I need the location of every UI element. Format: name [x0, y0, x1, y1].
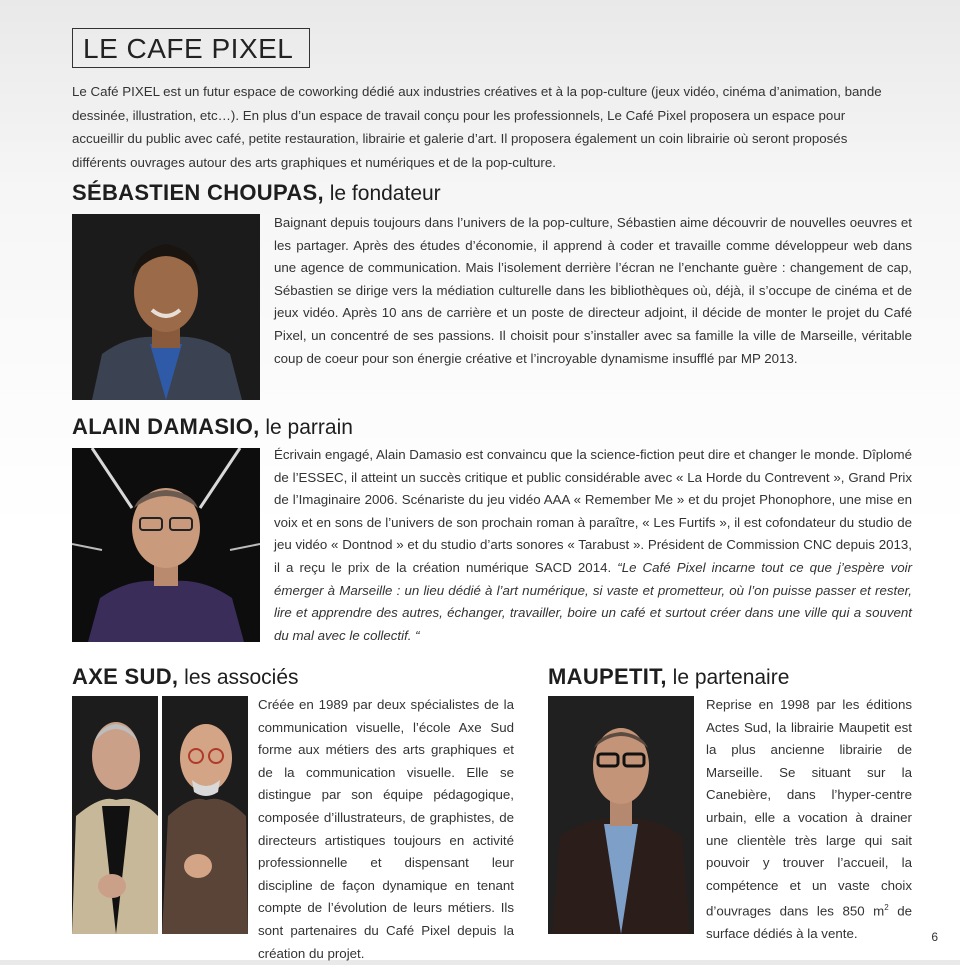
heading-role: le partenaire — [666, 666, 790, 689]
superscript: 2 — [884, 903, 889, 913]
bio-damasio-text: Écrivain engagé, Alain Damasio est convaincu que la science-fiction peut dire et changer le monde. Dîplomé de l’ESSEC, il atteint un succès critique et public considérable avec « La Horde du Contrevent », Grand Prix de l’Imaginaire 2006. Scénariste du jeu vidéo AAA « Remember Me » et du projet Phonophore, une mise en voix et en sons de l’univers de son prochain roman à paraître, « Les Furtifs », il est cofondateur du studio de jeu vidéo « Dontnod » et du studio d’arts sonores « Tarabust ». Président de Commission CNC depuis 2013, il a reçu le prix de la création numérique SACD 2014. — [274, 447, 912, 575]
section-heading-axesud — [72, 664, 299, 690]
heading-role: les associés — [178, 666, 299, 689]
section-heading-damasio — [72, 414, 353, 440]
bio-maupetit-text: Reprise en 1998 par les éditions Actes Sud, la librairie Maupetit est la plus ancienne librairie de Marseille. Se situant sur la Canebière, dans l’hyper-centre urbain, elle a vocation à drainer une clientèle très large qui sait pouvoir y trouver l’accueil, la compétence et un vaste choix d’ouvrages dans les 850 m — [706, 697, 912, 919]
bio-axesud: Créée en 1989 par deux spécialistes de la communication visuelle, l’école Axe Sud forme aux métiers des arts graphiques et de la communication visuelle. Elle se distingue par son équipe pédagogique, composée d’illustrateurs, de graphistes, de directeurs artistiques toujours en activité professionnelle et dispensant leur discipline de façon dynamique en tenant compte de l’évolution de leurs métiers. Ils sont partenaires du Café Pixel depuis la création du projet. — [258, 697, 514, 961]
intro-paragraph: Le Café PIXEL est un futur espace de coworking dédié aux industries créatives et à la pop-culture (jeux vidéo, cinéma d’animation, bande dessinée, illustration, etc…). En plus d’un espace de travail conçu pour les professionnels, Le Café Pixel proposera un espace pour accueillir du public avec café, petite restauration, librairie et galerie d’art. Il proposera également un coin librairie où seront proposés différents ouvrages autour des arts graphiques et numériques et de la pop-culture. — [72, 84, 882, 170]
portrait-photo-maupetit — [548, 696, 694, 934]
portrait-photo-axesud-2 — [162, 696, 248, 934]
heading-name: AXE SUD, — [72, 664, 179, 689]
portrait-photo-axesud-1 — [72, 696, 158, 934]
page-title: LE CAFE PIXEL — [72, 28, 310, 68]
bio-maupetit-end: de surface dédiés à la vente. — [706, 903, 912, 942]
portrait-photo-damasio — [72, 448, 260, 642]
heading-role: le parrain — [259, 416, 353, 439]
heading-name: MAUPETIT, — [548, 664, 667, 689]
section-heading-maupetit — [548, 664, 789, 690]
heading-name: ALAIN DAMASIO, — [72, 414, 260, 439]
section-heading-choupas — [72, 180, 441, 206]
quote-damasio: “Le Café Pixel incarne tout ce que j’espère voir émerger à Marseille : un lieu dédié à l’art numérique, si vaste et prometteur, où l’on puisse passer et rester, lire et apprendre des autres, échanger, travailler, boire un café et surtout créer dans une ville qui a souvent du mal avec le collectif. “ — [274, 559, 912, 643]
page-number: 6 — [931, 930, 938, 944]
heading-role: le fondateur — [323, 182, 441, 205]
bio-damasio — [274, 444, 912, 647]
bio-maupetit — [706, 694, 912, 946]
portrait-photo-choupas — [72, 214, 260, 400]
bio-choupas: Baignant depuis toujours dans l’univers de la pop-culture, Sébastien aime découvrir de nouvelles oeuvres et les partager. Après des études d’économie, il apprend à coder et travaille comme développeur web dans une agence de communication. Mais l’isolement derrière l’écran ne l’enchante guère : changement de cap, Sébastien se dirige vers la médiation culturelle dans les bibliothèques où, déjà, il s’occupe de cinéma et de jeux vidéo. Après 10 ans de carrière et un poste de directeur adjoint, il décide de monter le projet du Café Pixel, un concentré de ses passions. Il choisit pour s’installer avec sa famille la ville de Marseille, véritable coup de coeur pour son énergie créative et l’incroyable dynamisme insufflé par MP 2013. — [274, 215, 912, 366]
heading-name: SÉBASTIEN CHOUPAS, — [72, 180, 324, 205]
